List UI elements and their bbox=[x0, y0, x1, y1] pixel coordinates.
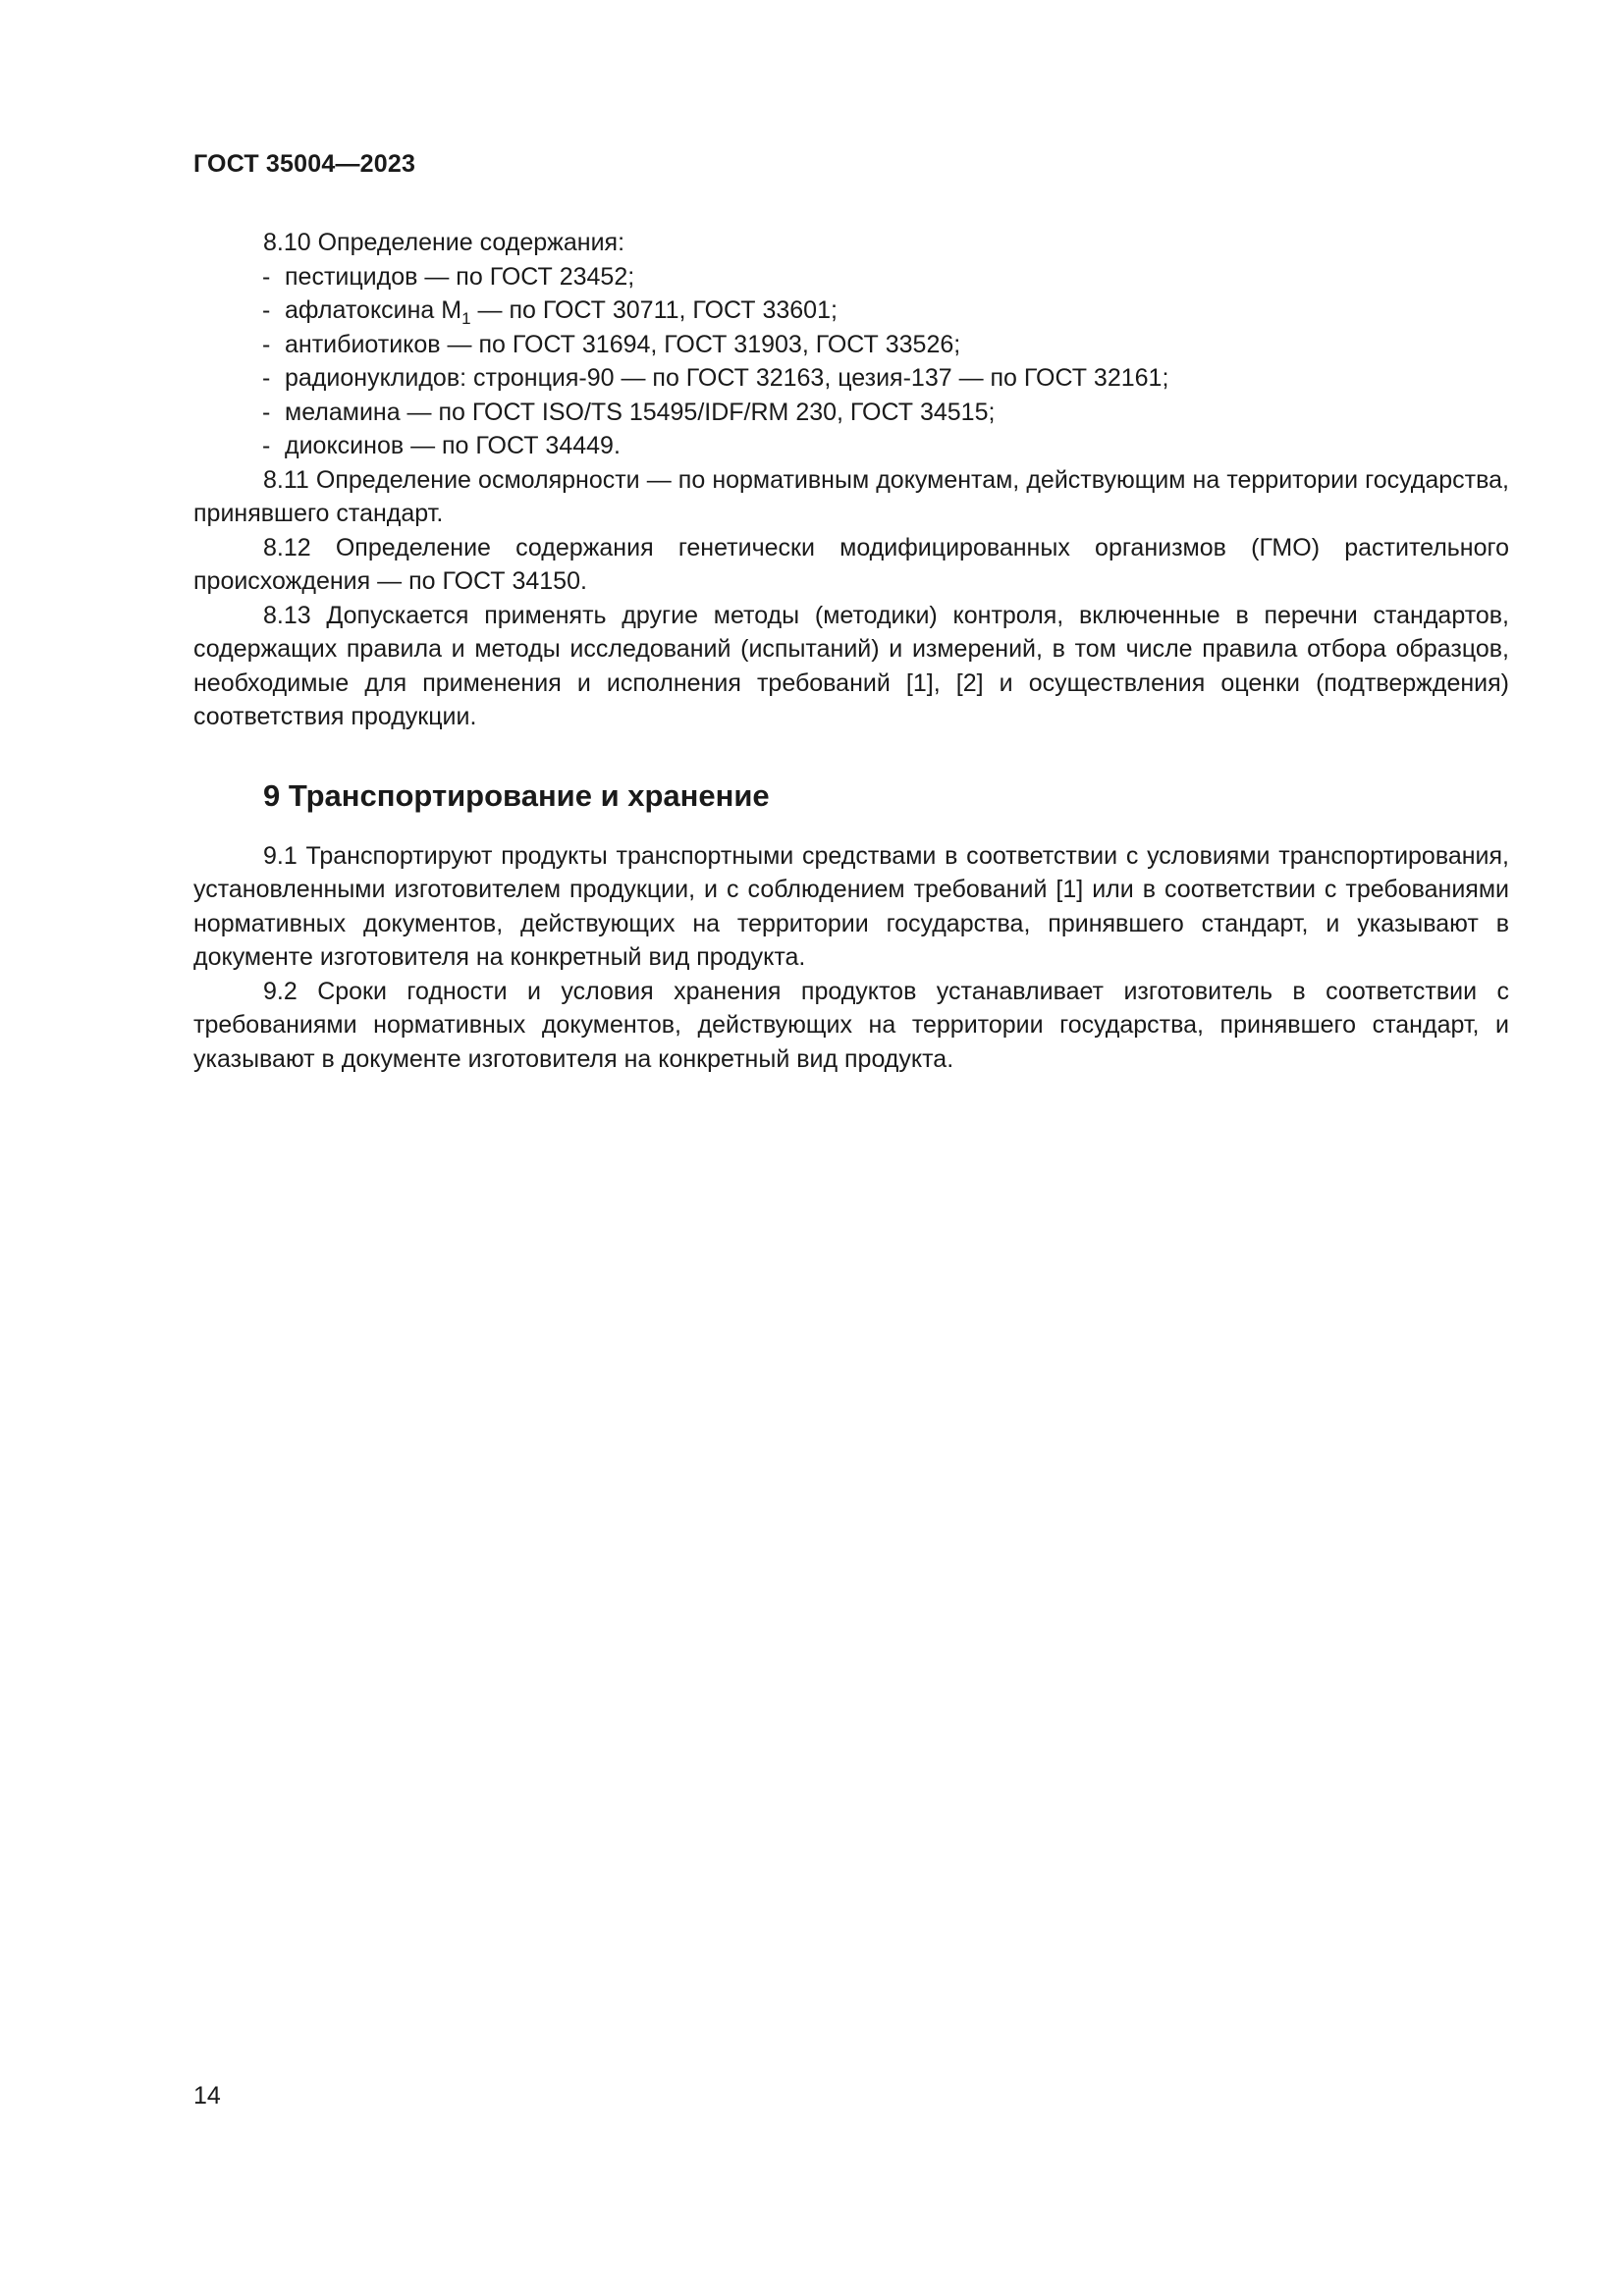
document-header: ГОСТ 35004—2023 bbox=[193, 150, 416, 178]
subscript: 1 bbox=[461, 309, 471, 328]
list-item: - радионуклидов: стронция-90 — по ГОСТ 32163, цезия-137 — по ГОСТ 32161; bbox=[193, 361, 1509, 396]
clause-9-2: 9.2 Сроки годности и условия хранения продуктов устанавливает изготовитель в соответствии с требованиями нормативных документов, действующих на территории государства, принявшего стандарт, и указывают в документе изготовителя на конкретный вид продукта. bbox=[193, 977, 1509, 1073]
list-dash: - bbox=[262, 364, 271, 392]
list-dash: - bbox=[262, 296, 271, 324]
list-item-text: — по ГОСТ 30711, ГОСТ 33601; bbox=[470, 296, 838, 324]
list-item bbox=[193, 294, 1509, 328]
list-item: - антибиотиков — по ГОСТ 31694, ГОСТ 31903, ГОСТ 33526; bbox=[193, 328, 1509, 362]
document-body bbox=[193, 226, 1509, 1076]
list-dash: - bbox=[262, 432, 271, 459]
page-number: 14 bbox=[193, 2082, 221, 2109]
list-item: - пестицидов — по ГОСТ 23452; bbox=[193, 260, 1509, 294]
list-item: - диоксинов — по ГОСТ 34449. bbox=[193, 429, 1509, 463]
section-heading: 9 Транспортирование и хранение bbox=[263, 777, 770, 813]
clause-8-10: 8.10 Определение содержания: bbox=[263, 229, 625, 256]
clause-8-11: 8.11 Определение осмолярности — по нормативным документам, действующим на территории государства, принявшего стандарт. bbox=[193, 465, 1509, 527]
clause-8-13: 8.13 Допускается применять другие методы (методики) контроля, включенные в перечни стандартов, содержащих правила и методы исследований (испытаний) и измерений, в том числе правила отбора образцов, необходимые для применения и исполнения требований [1], [2] и осуществления оценки (подтверждения) соответствия продукции. bbox=[193, 601, 1509, 730]
list-dash: - bbox=[262, 262, 271, 291]
list-dash: - bbox=[262, 398, 271, 426]
clause-8-12: 8.12 Определение содержания генетически модифицированных организмов (ГМО) растительного происхождения — по ГОСТ 34150. bbox=[193, 533, 1509, 595]
list-item: - меламина — по ГОСТ ISO/TS 15495/IDF/RM 230, ГОСТ 34515; bbox=[193, 396, 1509, 430]
list-dash: - bbox=[262, 330, 271, 358]
clause-9-1: 9.1 Транспортируют продукты транспортными средствами в соответствии с условиями транспортирования, установленными изготовителем продукции, и с соблюдением требований [1] или в соответствии с требованиями нормативных документов, действующих на территории государства, принявшего стандарт, и указывают в документе изготовителя на конкретный вид продукта. bbox=[193, 841, 1509, 971]
list-item-text: афлатоксина М bbox=[285, 296, 462, 324]
